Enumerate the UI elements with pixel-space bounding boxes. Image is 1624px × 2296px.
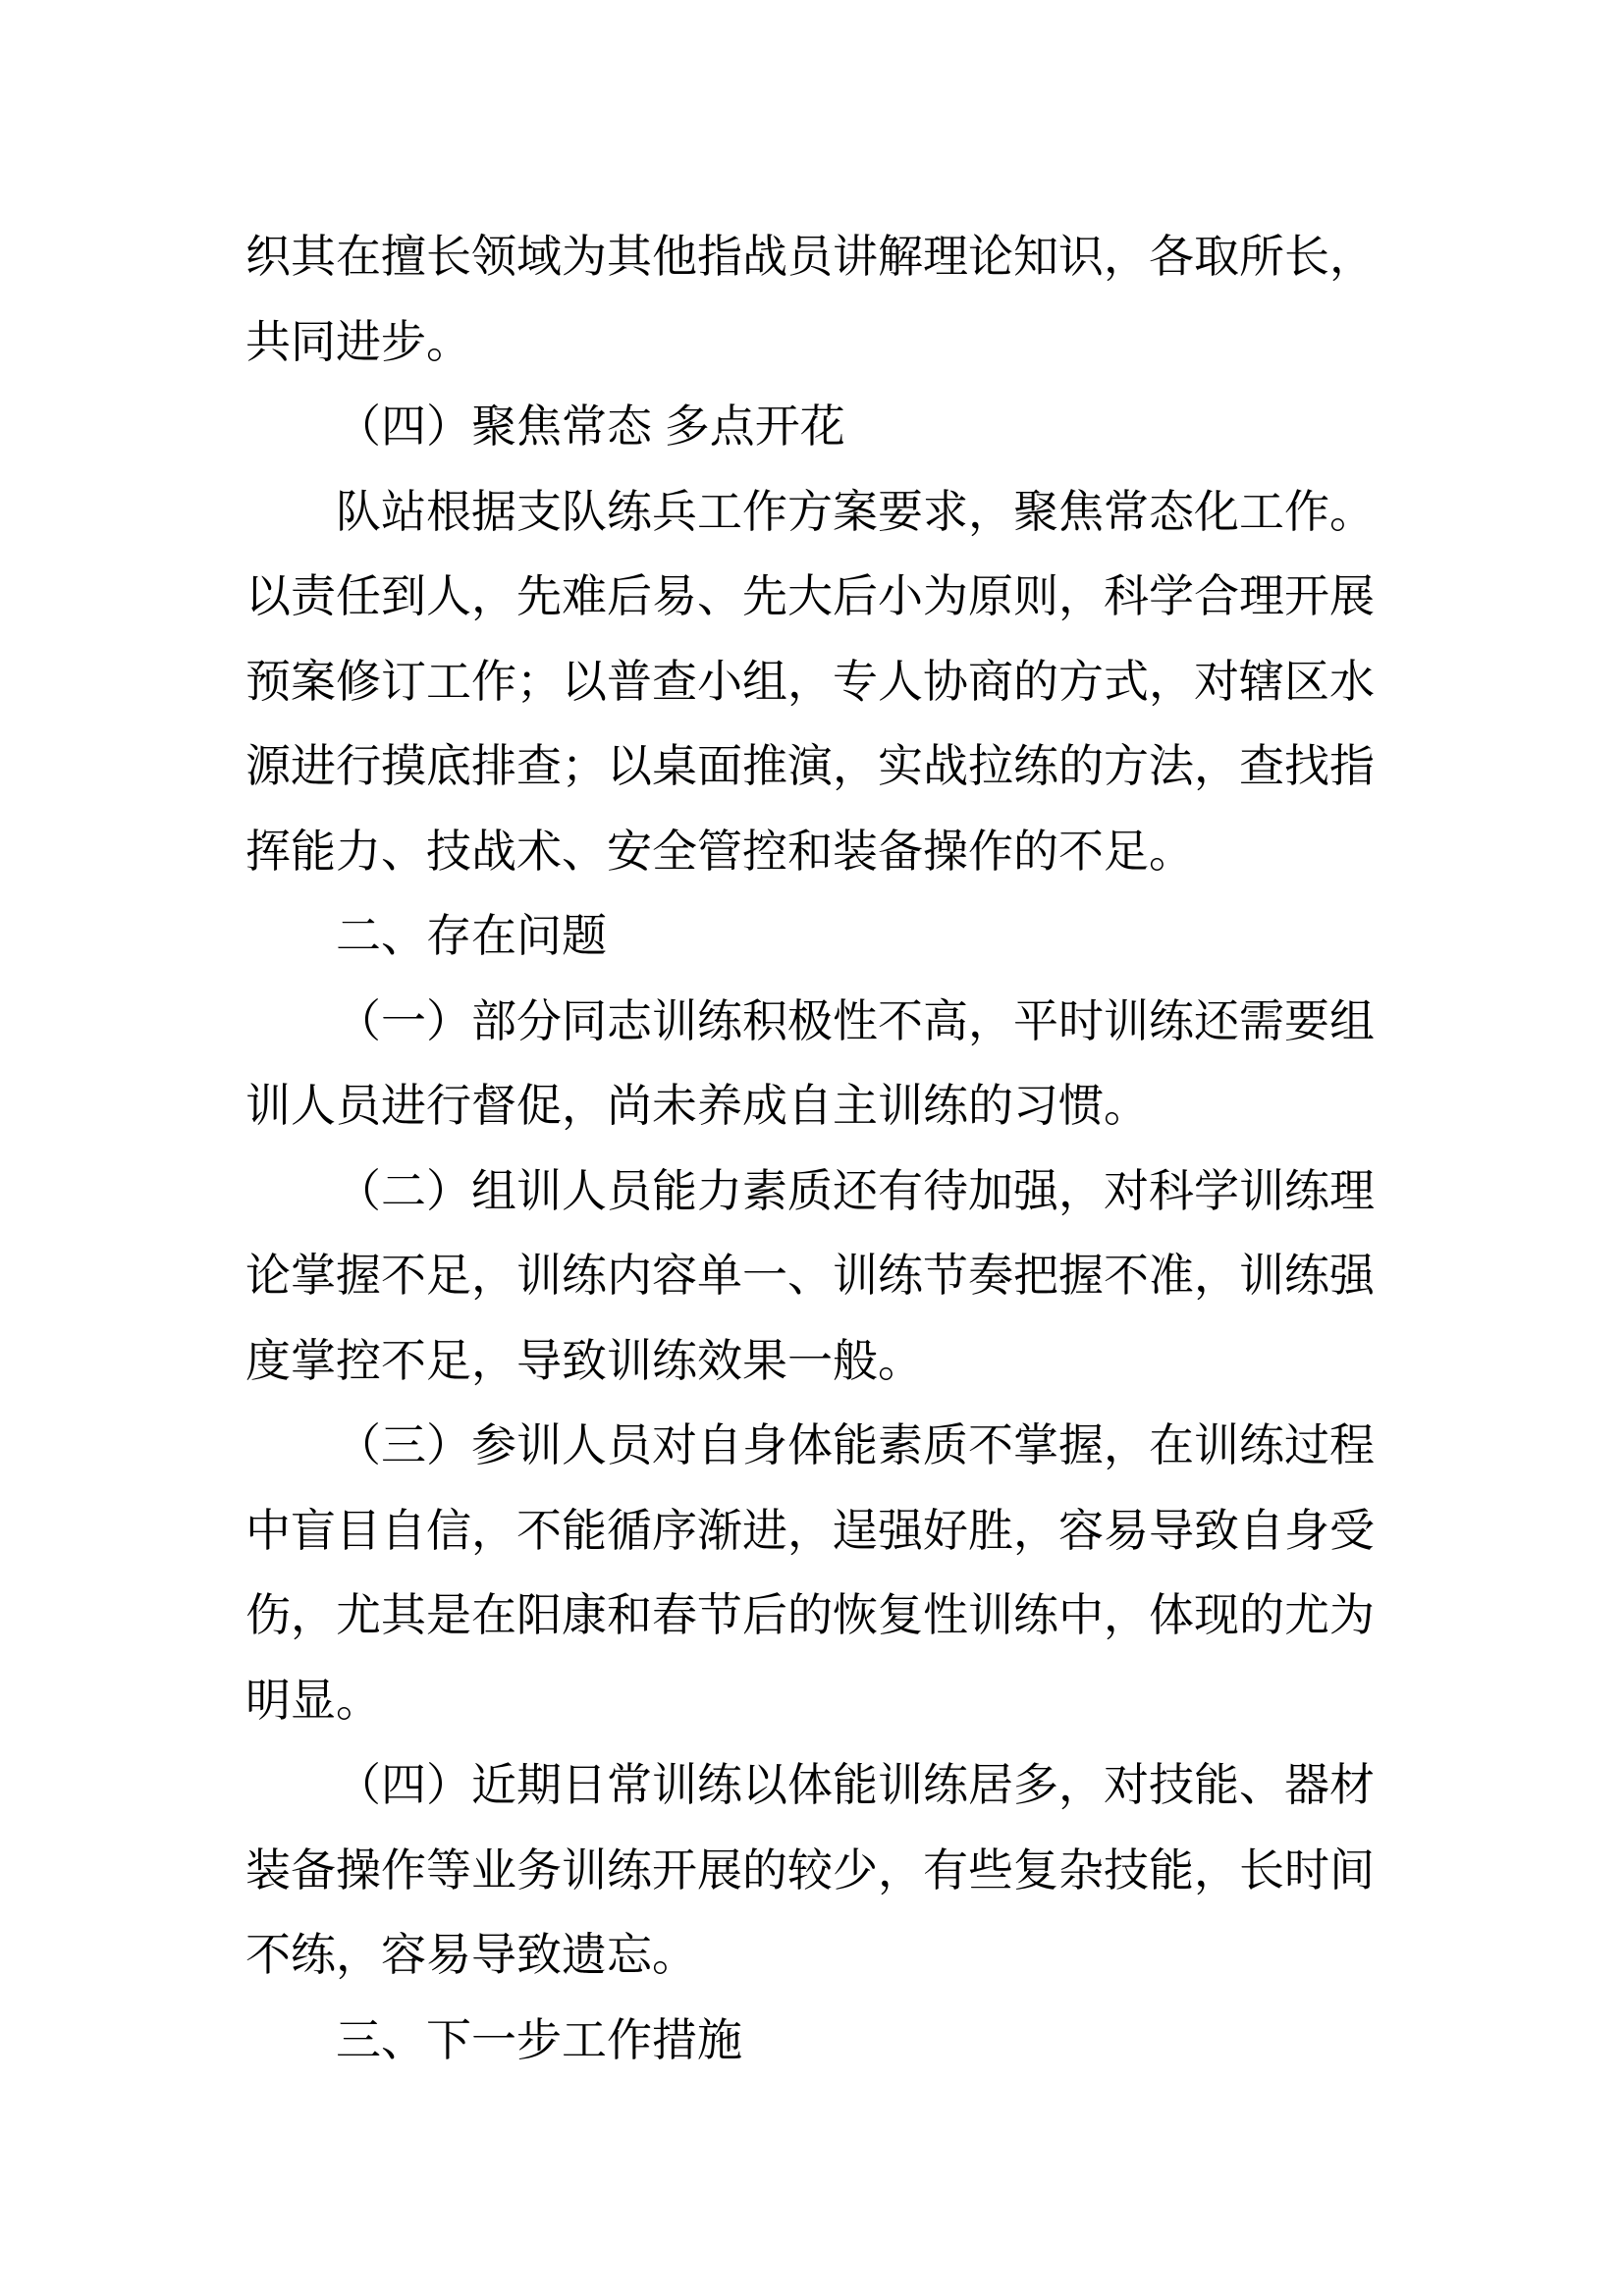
- section-heading: [245, 893, 1384, 979]
- body-paragraph: [245, 1148, 1384, 1404]
- text-line: （四）聚焦常态 多点开花: [336, 400, 845, 452]
- text-line: 度掌控不足，导致训练效果一般。: [245, 1334, 923, 1386]
- text-line: 中盲目自信，不能循序渐进，逞强好胜，容易导致自身受: [245, 1504, 1375, 1556]
- section-heading: [245, 1998, 1384, 2083]
- text-line: （三）参训人员对自身体能素质不掌握，在训练过程: [336, 1419, 1375, 1470]
- body-paragraph: [245, 979, 1384, 1148]
- subsection-heading: [245, 384, 1384, 469]
- text-line: （二）组训人员能力素质还有待加强，对科学训练理: [336, 1164, 1375, 1216]
- text-line: 预案修订工作；以普查小组，专人协商的方式，对辖区水: [245, 655, 1375, 707]
- text-line: 挥能力、技战术、安全管控和装备操作的不足。: [245, 825, 1194, 877]
- text-line: 织其在擅长领域为其他指战员讲解理论知识，各取所长，: [245, 231, 1375, 282]
- text-line: （一）部分同志训练积极性不高，平时训练还需要组: [336, 994, 1375, 1046]
- text-line: （四）近期日常训练以体能训练居多，对技能、器材: [336, 1759, 1375, 1810]
- text-line: 源进行摸底排查；以桌面推演，实战拉练的方法，查找指: [245, 740, 1375, 791]
- body-paragraph: [245, 1742, 1384, 1998]
- body-paragraph: [245, 469, 1384, 894]
- text-line: 装备操作等业务训练开展的较少，有些复杂技能，长时间: [245, 1843, 1375, 1896]
- text-line: 不练，容易导致遗忘。: [245, 1929, 697, 1980]
- text-line: 共同进步。: [245, 315, 471, 367]
- text-line: 论掌握不足，训练内容单一、训练节奏把握不准，训练强: [245, 1250, 1375, 1301]
- document-body: [245, 214, 1384, 2082]
- text-line: 三、下一步工作措施: [336, 2013, 742, 2065]
- body-paragraph-continuation: [245, 214, 1384, 384]
- body-paragraph: [245, 1403, 1384, 1742]
- text-line: 训人员进行督促，尚未养成自主训练的习惯。: [245, 1080, 1149, 1131]
- text-line: 以责任到人，先难后易、先大后小为原则，科学合理开展: [245, 570, 1375, 621]
- text-line: 队站根据支队练兵工作方案要求，聚焦常态化工作。: [336, 485, 1375, 537]
- text-line: 伤，尤其是在阳康和春节后的恢复性训练中，体现的尤为: [245, 1589, 1375, 1640]
- text-line: 二、存在问题: [336, 910, 607, 961]
- text-line: 明显。: [245, 1674, 381, 1726]
